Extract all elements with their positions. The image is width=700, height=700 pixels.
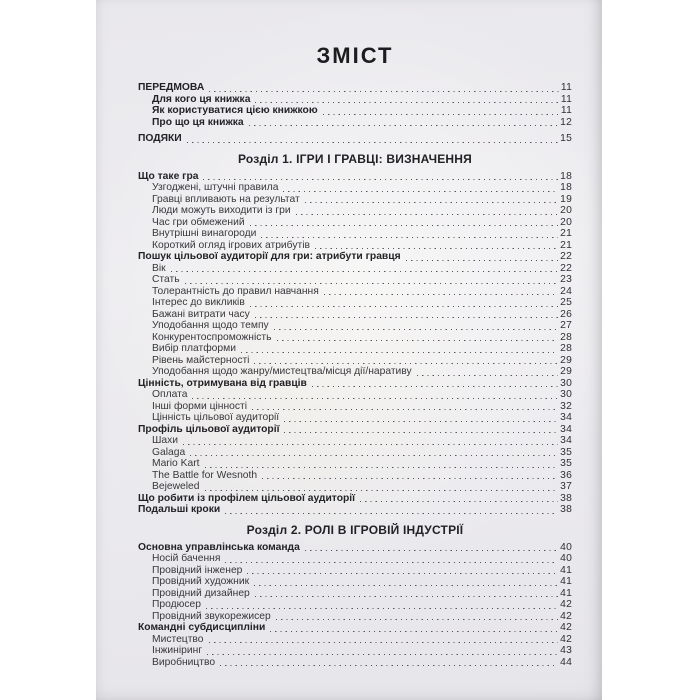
dot-leader [274, 329, 558, 330]
toc-entry-label: Що робити із профілем цільової аудиторії [138, 492, 356, 504]
dot-leader [324, 294, 558, 295]
toc-page-number: 34 [560, 423, 572, 435]
dot-leader [205, 490, 559, 491]
toc-row [138, 332, 572, 344]
dot-leader [252, 409, 558, 410]
toc-row [138, 297, 572, 309]
toc-row [138, 194, 572, 206]
toc-page-number: 41 [560, 587, 572, 599]
toc-page-number: 42 [560, 610, 572, 622]
toc-page-number: 28 [560, 343, 572, 354]
toc-page-number: 36 [560, 469, 572, 481]
toc-row [138, 205, 572, 217]
toc-row [138, 228, 572, 240]
dot-leader [254, 585, 558, 586]
toc-page-number: 42 [560, 622, 572, 633]
toc-entry-label: Galaga [152, 446, 186, 458]
toc-entry-label: Шахи [152, 435, 179, 446]
toc-row [138, 251, 572, 263]
toc-entry-label: Толерантність до правил навчання [152, 285, 319, 297]
toc-page-number: 30 [560, 389, 572, 400]
dot-leader [203, 179, 558, 180]
toc-page-number: 21 [560, 239, 572, 251]
toc-entry-label: Рівень майстерності [152, 354, 250, 366]
toc-page-number: 34 [560, 435, 572, 446]
toc-entry-label: The Battle for Wesnoth [152, 469, 258, 481]
toc-entry-label: Інші форми цінності [152, 400, 248, 412]
dot-leader [305, 202, 558, 203]
dot-leader [360, 501, 558, 502]
toc-row [138, 263, 572, 275]
toc-row [138, 389, 572, 401]
dot-leader [205, 467, 559, 468]
toc-page-number: 42 [560, 633, 572, 645]
toc-row [138, 634, 572, 646]
page-title: ЗМІСТ [316, 43, 394, 68]
dot-leader [171, 271, 558, 272]
toc-row [138, 542, 572, 554]
toc-row [138, 481, 572, 493]
toc-page-number: 29 [560, 366, 572, 377]
table-of-contents [138, 0, 572, 668]
toc-entry-label: Провідний художник [152, 576, 250, 587]
toc-row [138, 117, 572, 129]
toc-entry-label: Виробництво [152, 656, 216, 668]
toc-row [138, 320, 572, 332]
toc-entry-label: Mario Kart [152, 458, 200, 469]
dot-leader [323, 114, 559, 115]
toc-entry-label: Продюсер [152, 599, 201, 610]
toc-row [138, 645, 572, 657]
toc-entry-label: Гравці впливають на результат [152, 193, 300, 205]
toc-page-number: 11 [560, 93, 572, 105]
toc-page-number: 29 [560, 354, 572, 366]
toc-row [138, 424, 572, 436]
toc-entry-label: Bejeweled [152, 481, 200, 492]
toc-page-number: 44 [560, 656, 572, 668]
dot-leader [277, 340, 559, 341]
toc-row [138, 378, 572, 390]
toc-page-number: 18 [560, 182, 572, 193]
dot-leader [192, 398, 558, 399]
toc-row [138, 493, 572, 505]
toc-entry-label: ПОДЯКИ [138, 133, 182, 144]
toc-entry-label: Командні субдисципліни [138, 622, 266, 633]
toc-row [138, 240, 572, 252]
dot-leader [261, 237, 558, 238]
toc-page-number: 26 [560, 308, 572, 320]
toc-entry-label: Бажані витрати часу [152, 308, 250, 320]
dot-leader [262, 478, 558, 479]
toc-row [138, 133, 572, 145]
dot-leader [250, 225, 559, 226]
toc-page-number: 12 [560, 116, 572, 128]
dot-leader [187, 142, 558, 143]
toc-row [138, 435, 572, 447]
toc-row [138, 171, 572, 183]
dot-leader [315, 248, 558, 249]
dot-leader [185, 283, 559, 284]
toc-page-number: 21 [560, 228, 572, 239]
toc-entry-label: Профіль цільової аудиторії [138, 423, 280, 435]
toc-entry-label: Носій бачення [152, 553, 221, 564]
toc-entry-label: Внутрішні винагороди [152, 228, 257, 239]
toc-entry-label: Вік [152, 262, 166, 274]
toc-row [138, 447, 572, 459]
toc-row [138, 504, 572, 516]
toc-entry-label: Уподобання щодо жанру/мистецтва/місця дії/наративу [152, 366, 412, 377]
toc-row [138, 82, 572, 94]
dot-leader [220, 665, 558, 666]
toc-page-number: 38 [560, 504, 572, 515]
chapter-heading: Розділ 1. ІГРИ І ГРАВЦІ: ВИЗНАЧЕННЯ [238, 151, 472, 166]
toc-row [138, 470, 572, 482]
toc-entry-label: Що таке гра [138, 170, 199, 182]
toc-page-number: 20 [560, 205, 572, 216]
toc-row [138, 588, 572, 600]
toc-page-number: 20 [560, 216, 572, 228]
dot-leader [284, 432, 558, 433]
toc-entry-label: Провідний дизайнер [152, 587, 250, 599]
toc-page-number: 35 [560, 446, 572, 458]
toc-page-number: 40 [560, 541, 572, 553]
toc-entry-label: Основна управлінська команда [138, 541, 300, 553]
toc-entry-label: Оплата [152, 389, 188, 400]
toc-row [138, 599, 572, 611]
toc-row [138, 366, 572, 378]
dot-leader [296, 214, 559, 215]
dot-leader [270, 631, 558, 632]
dot-leader [190, 455, 558, 456]
dot-leader [207, 654, 558, 655]
toc-row [138, 458, 572, 470]
toc-row [138, 343, 572, 355]
toc-entry-label: Провідний звукорежисер [152, 610, 271, 622]
toc-row [138, 401, 572, 413]
dot-leader [250, 306, 558, 307]
toc-page-number: 42 [560, 599, 572, 610]
toc-page-number: 24 [560, 285, 572, 297]
toc-row [138, 412, 572, 424]
toc-entry-label: Провідний інженер [152, 564, 243, 576]
dot-leader [312, 386, 558, 387]
dot-leader [276, 619, 558, 620]
dot-leader [305, 550, 558, 551]
chapter-heading: Розділ 2. РОЛІ В ІГРОВІЙ ІНДУСТРІЇ [246, 522, 464, 537]
dot-leader [255, 102, 558, 103]
dot-leader [249, 125, 559, 126]
toc-page-number: 38 [560, 492, 572, 504]
toc-page-number: 18 [560, 170, 572, 182]
dot-leader [255, 596, 558, 597]
toc-page-number: 40 [560, 553, 572, 564]
dot-leader [225, 513, 558, 514]
dot-leader [417, 375, 558, 376]
toc-entry-label: Як користуватися цією книжкою [152, 105, 318, 116]
toc-page-number: 27 [560, 320, 572, 331]
toc-entry-label: Пошук цільової аудиторії для гри: атрибути гравця [138, 251, 401, 262]
toc-row [138, 657, 572, 669]
toc-entry-label: Узгоджені, штучні правила [152, 182, 279, 193]
toc-row [138, 622, 572, 634]
toc-entry-label: Люди можуть виходити із гри [152, 205, 291, 216]
toc-page-number: 22 [560, 251, 572, 262]
dot-leader [284, 421, 558, 422]
toc-page-number: 43 [560, 645, 572, 656]
dot-leader [247, 573, 558, 574]
toc-row [138, 105, 572, 117]
toc-entry-label: Стать [152, 274, 180, 285]
dot-leader [206, 608, 558, 609]
toc-row [138, 553, 572, 565]
dot-leader [255, 317, 558, 318]
toc-list [138, 82, 572, 668]
toc-page-number: 11 [560, 105, 572, 116]
toc-entry-label: Конкурентоспроможність [152, 331, 272, 343]
dot-leader [241, 352, 558, 353]
toc-entry-label: Про що ця книжка [152, 116, 244, 128]
toc-entry-label: Подальші кроки [138, 504, 221, 515]
toc-row [138, 217, 572, 229]
dot-leader [209, 91, 559, 92]
dot-leader [225, 562, 558, 563]
toc-row [138, 309, 572, 321]
dot-leader [183, 444, 558, 445]
toc-page-number: 30 [560, 377, 572, 389]
toc-row [138, 94, 572, 106]
toc-row [138, 274, 572, 286]
toc-row [138, 576, 572, 588]
toc-entry-label: Цінність цільової аудиторії [152, 412, 280, 423]
toc-page-number: 28 [560, 331, 572, 343]
toc-page-number: 35 [560, 458, 572, 469]
toc-page-number: 41 [560, 564, 572, 576]
toc-page-number: 37 [560, 481, 572, 492]
toc-page-number: 25 [560, 297, 572, 308]
toc-page-number: 11 [560, 82, 572, 93]
toc-entry-label: Цінність, отримувана від гравців [138, 377, 307, 389]
toc-row [138, 286, 572, 298]
toc-page-number: 22 [560, 262, 572, 274]
toc-entry-label: Уподобання щодо темпу [152, 320, 269, 331]
dot-leader [283, 191, 558, 192]
toc-entry-label: Короткий огляд ігрових атрибутів [152, 239, 310, 251]
toc-entry-label: Мистецтво [152, 633, 204, 645]
toc-row [138, 611, 572, 623]
dot-leader [209, 642, 559, 643]
toc-page-number: 23 [560, 274, 572, 285]
toc-page-number: 15 [560, 133, 572, 144]
toc-entry-label: Інтерес до викликів [152, 297, 245, 308]
toc-page-number: 32 [560, 400, 572, 412]
toc-entry-label: ПЕРЕДМОВА [138, 82, 205, 93]
toc-page-number: 41 [560, 576, 572, 587]
toc-entry-label: Інжиніринг [152, 645, 203, 656]
toc-page-number: 19 [560, 193, 572, 205]
toc-row [138, 182, 572, 194]
toc-entry-label: Вибір платформи [152, 343, 236, 354]
toc-entry-label: Час гри обмежений [152, 216, 245, 228]
toc-page-number: 34 [560, 412, 572, 423]
dot-leader [254, 363, 558, 364]
toc-entry-label: Для кого ця книжка [152, 93, 251, 105]
book-page [96, 0, 602, 700]
toc-row [138, 355, 572, 367]
dot-leader [406, 260, 559, 261]
toc-row [138, 565, 572, 577]
